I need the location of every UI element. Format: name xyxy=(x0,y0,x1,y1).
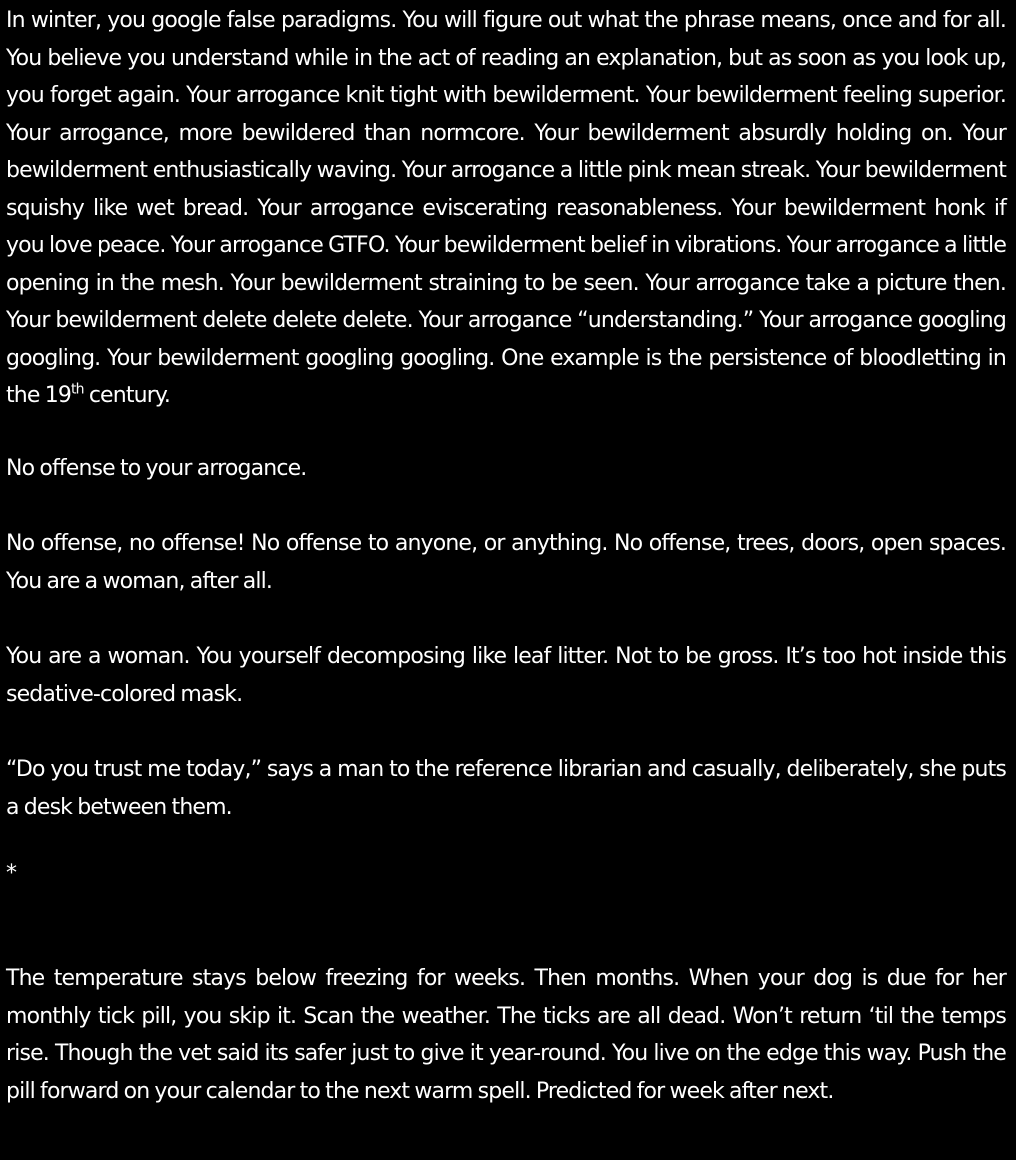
paragraph-6: The temperature stays below freezing for weeks. Then months. When your dog is due for her monthly tick pill, you skip it. Scan the weather. The ticks are all dead. Won’t return ‘til the temps rise. Though the vet said its safer just to give it year-round. You live on the edge this way. Push the pill forward on your calendar to the next warm spell. Predicted for week after next. xyxy=(6,966,1006,1104)
paragraph-3: No offense, no offense! No offense to anyone, or anything. No offense, trees, doors, open spaces. You are a woman, after all. xyxy=(6,531,1006,594)
superscript-ordinal: th xyxy=(71,381,84,398)
paragraph-1 xyxy=(6,2,1006,415)
paragraph-1-main-text: In winter, you google false paradigms. You will figure out what the phrase means, once and for all. You believe you understand while in the act of reading an explanation, but as soon as you look up, you forget again. Your arrogance knit tight with bewilderment. Your bewilderment feeling superior. Your arrogance, more bewildered than normcore. Your bewilderment absurdly holding on. Your bewilderment enthusiastically waving. Your arrogance a little pink mean streak. Your bewilderment squishy like wet bread. Your arrogance eviscerating reasonableness. Your bewilderment honk if you love peace. Your arrogance GTFO. Your bewilderment belief in vibrations. Your arrogance a little opening in the mesh. Your bewilderment straining to be seen. Your arrogance take a picture then. Your bewilderment delete delete delete. Your arrogance “understanding.” Your arrogance googling googling. Your bewilderment googling googling. One example is the persistence of bloodletting in the 19 xyxy=(6,8,1006,408)
section-separator: * xyxy=(6,861,17,886)
paragraph-5: “Do you trust me today,” says a man to the reference librarian and casually, deliberately, she puts a desk between them. xyxy=(6,757,1006,820)
paragraph-4: You are a woman. You yourself decomposing like leaf litter. Not to be gross. It’s too hot inside this sedative-colored mask. xyxy=(6,644,1006,707)
paragraph-2: No offense to your arrogance. xyxy=(6,455,307,481)
paragraph-1-end-text: century. xyxy=(83,383,171,408)
